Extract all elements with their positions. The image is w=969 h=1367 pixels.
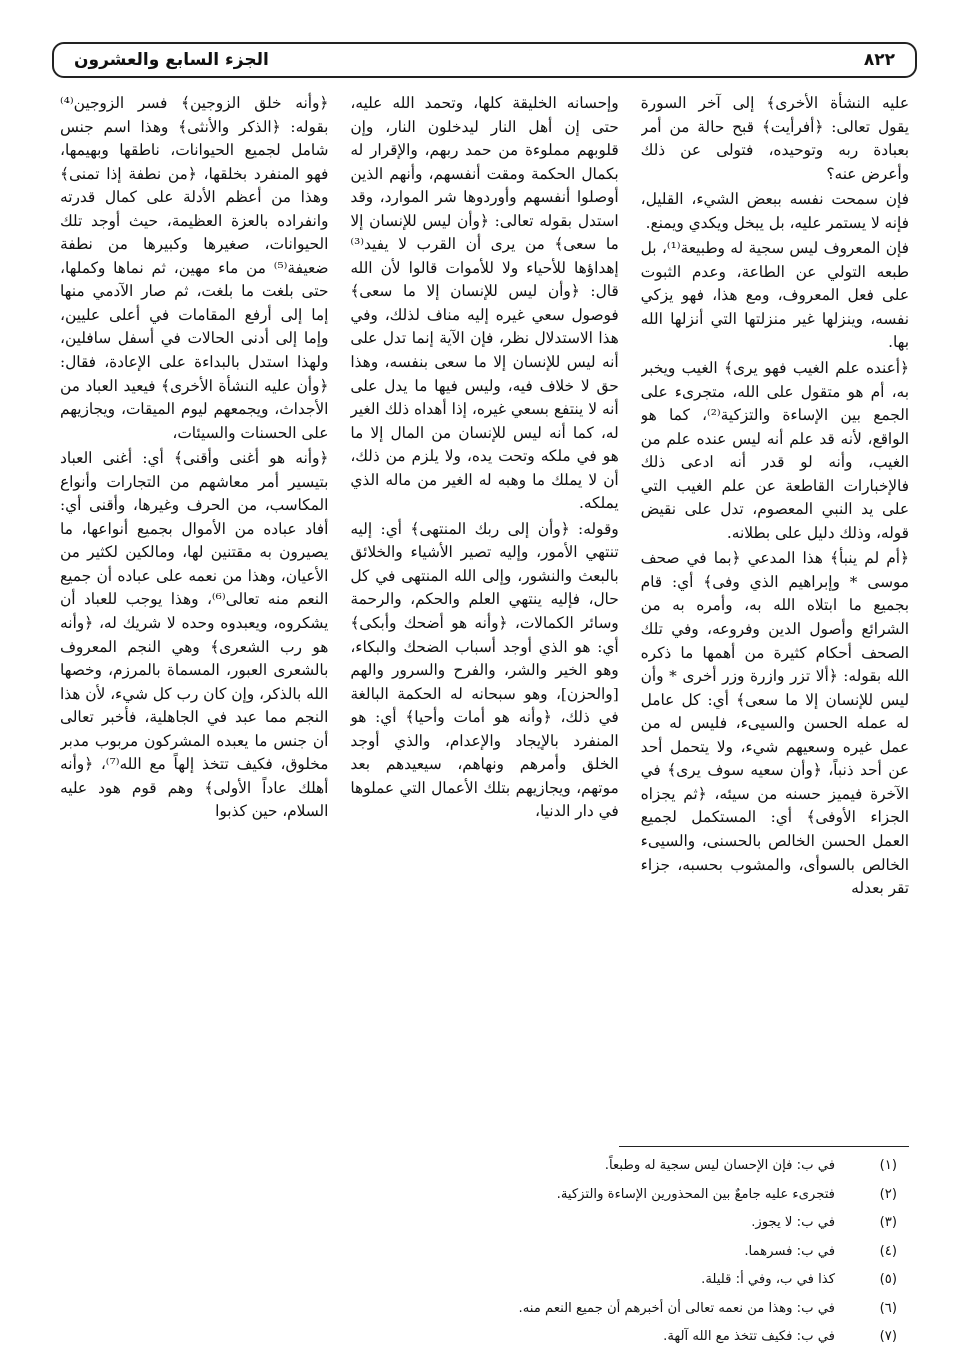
footnote-number: (٦) xyxy=(879,1300,897,1316)
footnote xyxy=(60,1323,897,1352)
footnote xyxy=(60,1181,897,1210)
paragraph: فإن المعروف ليس سجية له وطبيعة⁽¹⁾، بل طبعه التولي عن الطاعة، وعدم الثبوت على فعل المعروف، ومع هذا، فهو يزكي نفسه، وينزلها غير منزلتها التي أنزلها الله بها. xyxy=(640,239,909,352)
paragraph: ﴿أعنده علم الغيب فهو يرى﴾ الغيب ويخبر به، أم هو متقول على الله، متجرىء على الجمع بين الإساءة والتزكية⁽²⁾، كما هو الواقع، لأنه قد علم أنه ليس عنده علم من الغيب، وأنه لو قدر أنه ادعى ذلك فالإخبارات القاطعة عن علم الغيب التي على يد النبي المعصوم، تدل على نقيض قوله، وذلك دليل على بطلانه. xyxy=(640,359,909,542)
footnote xyxy=(60,1209,897,1238)
column-left xyxy=(60,92,328,1128)
footnote-number: (٥) xyxy=(879,1272,897,1287)
footnote-text: في ب: لا يجوز. xyxy=(751,1215,835,1230)
footnote-text: في ب: وهذا من نعمه تعالى أن أخبرهم أن جميع النعم منه. xyxy=(518,1300,835,1316)
footnote-text: فتجرىء عليه جامعٌ بين المحذورين الإساءة والتزكية. xyxy=(556,1186,835,1202)
paragraph: فإن سمحت نفسه ببعض الشيء، القليل، فإنه لا يستمر عليه، بل يبخل ويكدي ويمنع. xyxy=(640,190,909,232)
footnote xyxy=(60,1295,897,1324)
paragraph: وقوله: ﴿وأن إلى ربك المنتهى﴾ أي: إليه تنتهي الأمور، وإليه تصير الأشياء والخلائق بالبعث والنشور، وإلى الله المنتهى في كل حال، فإليه ينتهي العلم والحكم، والرحمة وسائر الكمالات، ﴿وأنه هو أضحك وأبكى﴾ أي: هو الذي أوجد أسباب الضحك والبكاء، وهو الخير والشر، والفرح والسرور والهم [والحزن]، وهو سبحانه له الحكمة البالغة في ذلك، ﴿وأنه هو أمات وأحيا﴾ أي: هو المنفرد بالإيجاد والإعدام، والذي أوجد الخلق وأمرهم ونهاهم، سيعيدهم بعد موتهم، ويجازيهم بتلك الأعمال التي عملوها في دار الدنيا، xyxy=(350,519,619,821)
paragraph: عليه النشأة الأخرى﴾ إلى آخر السورة يقول تعالى: ﴿أفرأيت﴾ قبح حالة من أمر بعبادة ربه وتوحيده، فتولى عن ذلك وأعرض عنه؟ xyxy=(640,94,909,183)
footnote-text: كذا في ب، وفي أ: قليلة. xyxy=(701,1272,835,1287)
footnote xyxy=(60,1266,897,1295)
footnote-number: (١) xyxy=(879,1158,897,1173)
footnote-number: (٤) xyxy=(879,1243,897,1259)
paragraph: وإحسانه الخليقة كلها، وتحمد الله عليه، حتى إن أهل النار ليدخلون النار، وإن قلوبهم مملوءة من حمد ربهم، والإقرار له بكمال الحكمة ومقت أنفسهم، وأنهم الذين أوصلوا أنفسهم وأوردوها شر الموارد، وقد استدل بقوله تعالى: ﴿وأن ليس للإنسان إلا ما سعى﴾ من يرى أن القرب لا يفيد⁽³⁾ إهداؤها للأحياء ولا للأموات قالوا لأن الله قال: ﴿وأن ليس للإنسان إلا ما سعى﴾ فوصول سعي غيره إليه مناف لذلك، وفي هذا الاستدلال نظر، فإن الآية إنما تدل على أنه ليس للإنسان إلا ما سعى بنفسه، وهذا حق لا خلاف فيه، وليس فيها ما يدل على أنه لا ينتفع بسعي غيره، إذا أهداه ذلك الغير له، كما أنه ليس للإنسان من المال إلا ما هو في ملكه وتحت يده، ولا يلزم من ذلك، أن لا يملك ما وهبه له الغير من ماله الذي يملكه. xyxy=(350,94,619,513)
page-number: ٨٢٢ xyxy=(863,50,895,70)
paragraph: ﴿أم لم ينبأ﴾ هذا المدعي ﴿بما في صحف موسى * وإبراهيم الذي وفى﴾ أي: قام بجميع ما ابتلاه الله به، وأمره به من الشرائع وأصول الدين وفروعه، وفي تلك الصحف أحكام كثيرة من أهمها ما ذكره الله بقوله: ﴿ألا تزر وازرة وزر أخرى * وأن ليس للإنسان إلا ما سعى﴾ أي: كل عامل له عمله الحسن والسيىء، فليس له من عمل غيره وسعيهم شيء، ولا يتحمل أحد عن أحد ذنباً، ﴿وأن سعيه سوف يرى﴾ في الآخرة فيميز حسنه من سيئه، ﴿ثم يجزاه الجزاء الأوفى﴾ أي: المستكمل لجميع العمل الحسن الخالص بالحسنى، والسيىء الخالص بالسوأى، والمشوب بحسبه، جزاء تقر بعدله xyxy=(640,549,909,898)
column-right xyxy=(641,92,909,1128)
footnote xyxy=(60,1152,897,1181)
running-title: الجزء السابع والعشرون xyxy=(74,50,269,70)
footnote-number: (٧) xyxy=(879,1329,897,1344)
footnote-text: في ب: فكيف تتخذ مع الله آلهة. xyxy=(663,1329,835,1344)
footnote-text: في ب: فإن الإحسان ليس سجية له وطبعاً. xyxy=(604,1158,835,1173)
footnote-number: (٣) xyxy=(879,1215,897,1230)
footnotes xyxy=(60,1152,897,1352)
text-columns xyxy=(60,92,909,1128)
footnote-text: في ب: فسرهما. xyxy=(744,1243,835,1259)
paragraph: ﴿وأنه هو أغنى وأقنى﴾ أي: أغنى العباد بتيسير أمر معاشهم من التجارات وأنواع المكاسب، من الحرف وغيرها، وأقنى أي: أفاد عباده من الأموال بجميع أنواعها، ما يصيرون به مقتنين لها، ومالكين لكثير من الأعيان، وهذا من نعمه على عباده أن جميع النعم منه تعالى⁽⁶⁾، وهذا يوجب للعباد أن يشكروه، ويعبدوه وحده لا شريك له، ﴿وأنه هو رب الشعرى﴾ وهي النجم المعروف بالشعرى العبور، المسماة بالمرزم، وخصها الله بالذكر، وإن كان رب كل شيء، لأن هذا النجم مما عبد في الجاهلية، فأخبر تعالى أن جنس ما يعبده المشركون مربوب مدبر مخلوق، فكيف تتخذ إلهاً مع الله⁽⁷⁾، ﴿وأنه أهلك عاداً الأولى﴾ وهم قوم هود عليه السلام، حين كذبوا xyxy=(60,449,329,821)
footnote xyxy=(60,1238,897,1267)
page-header xyxy=(52,42,917,78)
paragraph: ﴿وأنه خلق الزوجين﴾ فسر الزوجين⁽⁴⁾ بقوله: ﴿الذكر والأنثى﴾ وهذا اسم جنس شامل لجميع الحيوانات، ناطقها وبهيمها، فهو المنفرد بخلقها، ﴿من نطفة إذا تمنى﴾ وهذا من أعظم الأدلة على كمال قدرته وانفراده بالعزة العظيمة، حيث أوجد تلك الحيوانات، صغيرها وكبيرها من نطفة ضعيفة⁽⁵⁾ من ماء مهين، ثم نماها وكملها، حتى بلغت ما بلغت، ثم صار الآدمي منها إما إلى أرفع المقامات في أعلى عليين، وإما إلى أدنى الحالات في أسفل سافلين، ولهذا استدل بالبداءة على الإعادة، فقال: ﴿وأن عليه النشأة الأخرى﴾ فيعيد العباد من الأجداث، ويجمعهم ليوم الميقات، ويجازيهم على الحسنات والسيئات، xyxy=(60,94,329,442)
footnote-number: (٢) xyxy=(879,1186,897,1202)
column-middle xyxy=(350,92,618,1128)
footnote-divider xyxy=(619,1146,909,1147)
